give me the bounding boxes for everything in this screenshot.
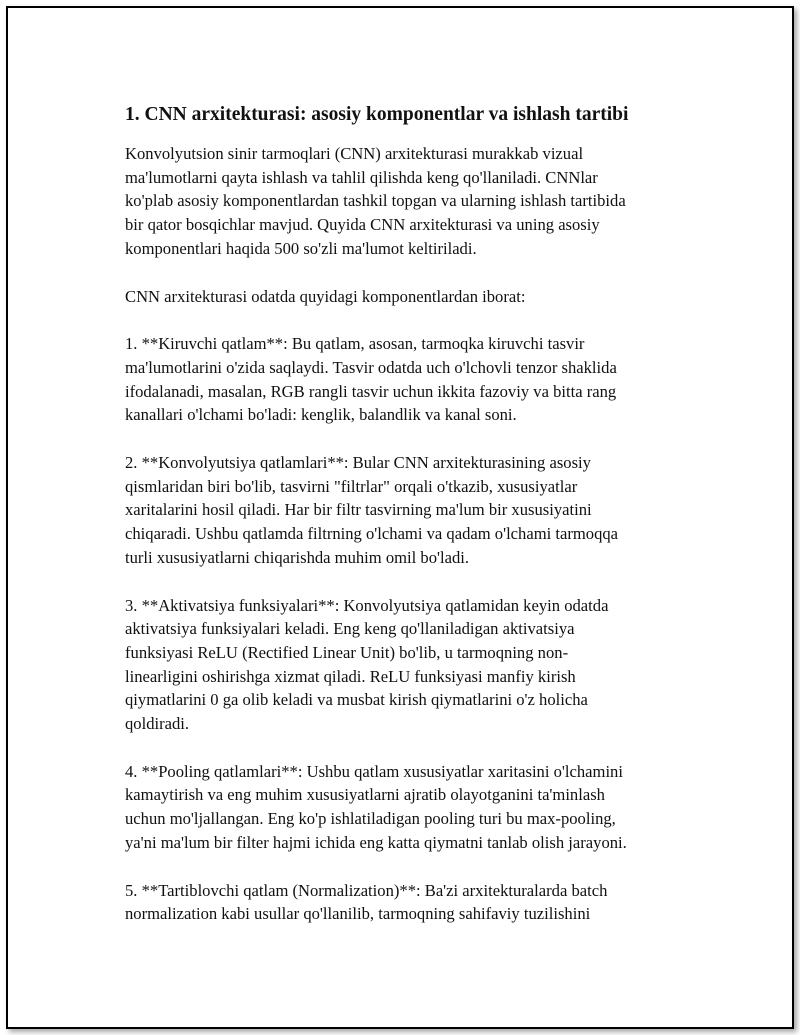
text-line: 4. **Pooling qatlamlari**: Ushbu qatlam xususiyatlar xaritasini o'lchamini bbox=[125, 761, 623, 781]
text-line: qiymatlarini 0 ga olib keladi va musbat kirish qiymatlarini o'z holicha bbox=[125, 690, 588, 710]
text-line: 5. **Tartiblovchi qatlam (Normalization)**: Ba'zi arxitekturalarda batch bbox=[125, 880, 608, 900]
paragraph-components-lead bbox=[125, 285, 685, 309]
document-body bbox=[125, 102, 685, 950]
text-line: CNN arxitekturasi odatda quyidagi komponentlardan iborat: bbox=[125, 286, 526, 306]
text-line: qoldiradi. bbox=[125, 714, 190, 734]
text-line: ya'ni ma'lum bir filter hajmi ichida eng katta qiymatni tanlab olish jarayoni. bbox=[125, 832, 627, 852]
paragraph-intro bbox=[125, 142, 685, 261]
text-line: kamaytirish va eng muhim xususiyatlarni ajratib olayotganini ta'minlash bbox=[125, 785, 605, 805]
text-line: 2. **Konvolyutsiya qatlamlari**: Bular CNN arxitekturasining asosiy bbox=[125, 453, 591, 473]
paragraph-normalization-layer bbox=[125, 879, 685, 926]
text-line: aktivatsiya funksiyalari keladi. Eng keng qo'llaniladigan aktivatsiya bbox=[125, 619, 575, 639]
paragraph-convolution-layers bbox=[125, 451, 685, 570]
paragraph-pooling-layers bbox=[125, 760, 685, 855]
section-title: 1. CNN arxitekturasi: asosiy komponentlar va ishlash tartibi bbox=[125, 104, 629, 125]
text-line: qismlaridan biri bo'lib, tasvirni "filtrlar" orqali o'tkazib, xususiyatlar bbox=[125, 476, 578, 496]
text-line: xaritalarini hosil qiladi. Har bir filtr tasvirning ma'lum bir xususiyatini bbox=[125, 500, 592, 520]
text-line: turli xususiyatlarni chiqarishda muhim omil bo'ladi. bbox=[125, 547, 470, 567]
document-page bbox=[6, 6, 794, 1029]
text-line: chiqaradi. Ushbu qatlamda filtrning o'lchami va qadam o'lchami tarmoqqa bbox=[125, 524, 619, 544]
paragraph-input-layer bbox=[125, 332, 685, 427]
text-line: normalization kabi usullar qo'llanilib, tarmoqning sahifaviy tuzilishini bbox=[125, 904, 591, 924]
text-line: uchun mo'ljallangan. Eng ko'p ishlatiladigan pooling turi bu max-pooling, bbox=[125, 809, 616, 829]
text-line: ma'lumotlarini o'zida saqlaydi. Tasvir odatda uch o'lchovli tenzor shaklida bbox=[125, 357, 617, 377]
text-line: linearligini oshirishga xizmat qiladi. ReLU funksiyasi manfiy kirish bbox=[125, 666, 576, 686]
text-line: funksiyasi ReLU (Rectified Linear Unit) bo'lib, u tarmoqning non- bbox=[125, 642, 569, 662]
text-line: 3. **Aktivatsiya funksiyalari**: Konvolyutsiya qatlamidan keyin odatda bbox=[125, 595, 609, 615]
text-line: Konvolyutsion sinir tarmoqlari (CNN) arxitekturasi murakkab vizual bbox=[125, 144, 584, 163]
text-line: bir qator bosqichlar mavjud. Quyida CNN arxitekturasi va uning asosiy bbox=[125, 215, 600, 235]
text-line: ifodalanadi, masalan, RGB rangli tasvir uchun ikkita fazoviy va bitta rang bbox=[125, 381, 617, 401]
text-line: kanallari o'lchami bo'ladi: kenglik, balandlik va kanal soni. bbox=[125, 405, 517, 425]
text-line: ko'plab asosiy komponentlardan tashkil topgan va ularning ishlash tartibida bbox=[125, 191, 626, 211]
text-line: komponentlari haqida 500 so'zli ma'lumot keltiriladi. bbox=[125, 238, 477, 258]
paragraph-activation-functions bbox=[125, 594, 685, 736]
text-line: 1. **Kiruvchi qatlam**: Bu qatlam, asosan, tarmoqka kiruvchi tasvir bbox=[125, 334, 585, 354]
text-line: ma'lumotlarni qayta ishlash va tahlil qilishda keng qo'llaniladi. CNNlar bbox=[125, 167, 598, 187]
